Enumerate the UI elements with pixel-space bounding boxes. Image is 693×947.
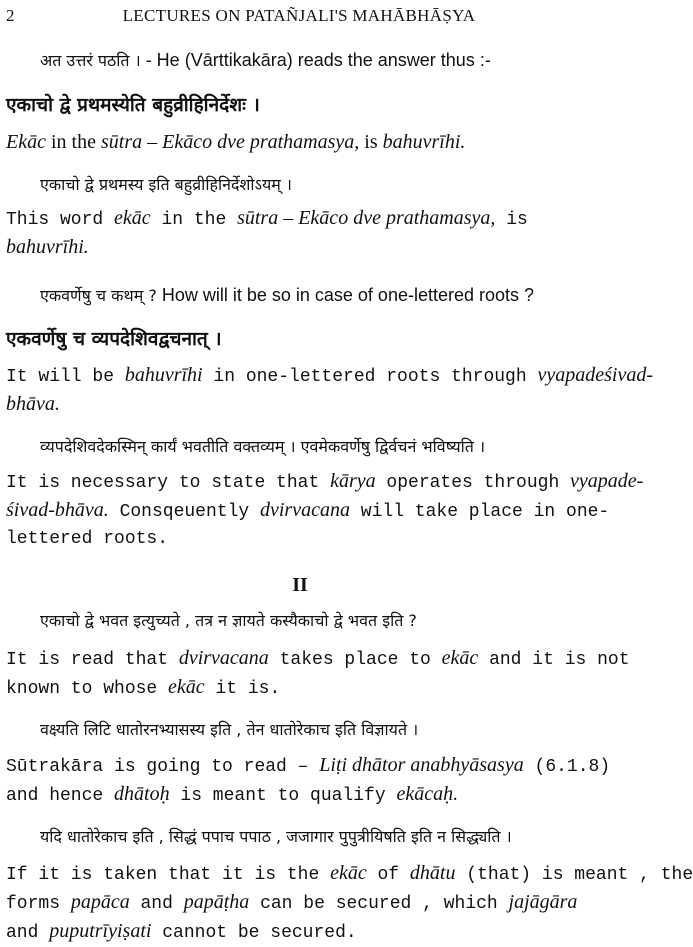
translation-6 bbox=[0, 752, 614, 810]
running-title: LECTURES ON PATAÑJALI'S MAHĀBHĀṢYA bbox=[122, 6, 476, 25]
running-header bbox=[6, 6, 592, 28]
translation-4 bbox=[0, 468, 644, 553]
english-gloss: - He (Vārttikakāra) reads the answer thus :- bbox=[140, 50, 491, 70]
text-line: bahuvrīhi. bbox=[6, 236, 89, 258]
sanskrit-line-4: व्यपदेशिवदेकस्मिन् कार्यं भवतीति वक्तव्यम् । एवमेकवर्णेषु द्विर्वचनं भविष्यति । bbox=[40, 437, 486, 456]
translation-1 bbox=[0, 128, 606, 156]
translation-5 bbox=[0, 645, 630, 703]
text-line: śivad-bhāva. Consqeuently dvirvacana will take place in one- bbox=[6, 499, 610, 522]
sanskrit-line-7: यदि धातोरेकाच इति , सिद्धं पपाच पपाठ , जजागार पुपुत्रीयिषति इति न सिद्ध्यति । bbox=[40, 827, 512, 846]
sanskrit-line-3 bbox=[0, 282, 640, 309]
text-line: This word ekāc in the sūtra – Ekāco dve prathamasya, is bbox=[6, 207, 528, 230]
text-line: Ekāc in the sūtra – Ekāco dve prathamasya, is bahuvrīhi. bbox=[6, 131, 466, 153]
text-line: forms papāca and papāṭha can be secured , which jajāgāra bbox=[6, 891, 578, 914]
translation-3 bbox=[0, 362, 653, 420]
text-line: If it is taken that it is the ekāc of dhātu (that) is meant , the bbox=[6, 862, 693, 885]
sanskrit-line-2: एकाचो द्वे प्रथमस्य इति बहुव्रीहिनिर्देशोऽयम् । bbox=[40, 175, 292, 194]
translation-2 bbox=[0, 205, 614, 263]
translation-7 bbox=[0, 860, 693, 947]
sanskrit-line-6: वक्ष्यति लिटि धातोरनभ्यासस्य इति , तेन धातोरेकाच इति विज्ञायते । bbox=[40, 720, 419, 739]
sanskrit-line-1 bbox=[0, 47, 640, 74]
sanskrit-text: एकवर्णेषु च कथम् ? bbox=[40, 286, 157, 305]
text-line: It will be bahuvrīhi in one-lettered roots through vyapadeśivad- bbox=[6, 364, 653, 387]
english-gloss: How will it be so in case of one-lettered roots ? bbox=[156, 285, 535, 305]
section-heading: II bbox=[292, 574, 308, 596]
text-line: lettered roots. bbox=[6, 529, 169, 549]
text-line: It is read that dvirvacana takes place to ekāc and it is not bbox=[6, 647, 630, 670]
sutra-heading-1: एकाचो द्वे प्रथमस्येति बहुव्रीहिनिर्देशः । bbox=[6, 94, 260, 116]
text-line: Sūtrakāra is going to read – Liṭi dhātor anabhyāsasya (6.1.8) bbox=[6, 754, 611, 777]
text-line: and hence dhātoḥ is meant to qualify ekācaḥ. bbox=[6, 783, 459, 806]
text-line: known to whose ekāc it is. bbox=[6, 676, 281, 699]
sanskrit-text: अत उत्तरं पठति । bbox=[40, 51, 141, 70]
text-line: and puputrīyiṣati cannot be secured. bbox=[6, 920, 357, 943]
sanskrit-line-5: एकाचो द्वे भवत इत्युच्यते , तत्र न ज्ञायते कस्यैकाचो द्वे भवत इति ? bbox=[40, 611, 417, 630]
text-line: It is necessary to state that kārya operates through vyapade- bbox=[6, 470, 644, 493]
page-number: 2 bbox=[6, 6, 15, 25]
sutra-heading-2: एकवर्णेषु च व्यपदेशिवद्वचनात् । bbox=[6, 328, 222, 350]
text-line: bhāva. bbox=[6, 393, 60, 415]
